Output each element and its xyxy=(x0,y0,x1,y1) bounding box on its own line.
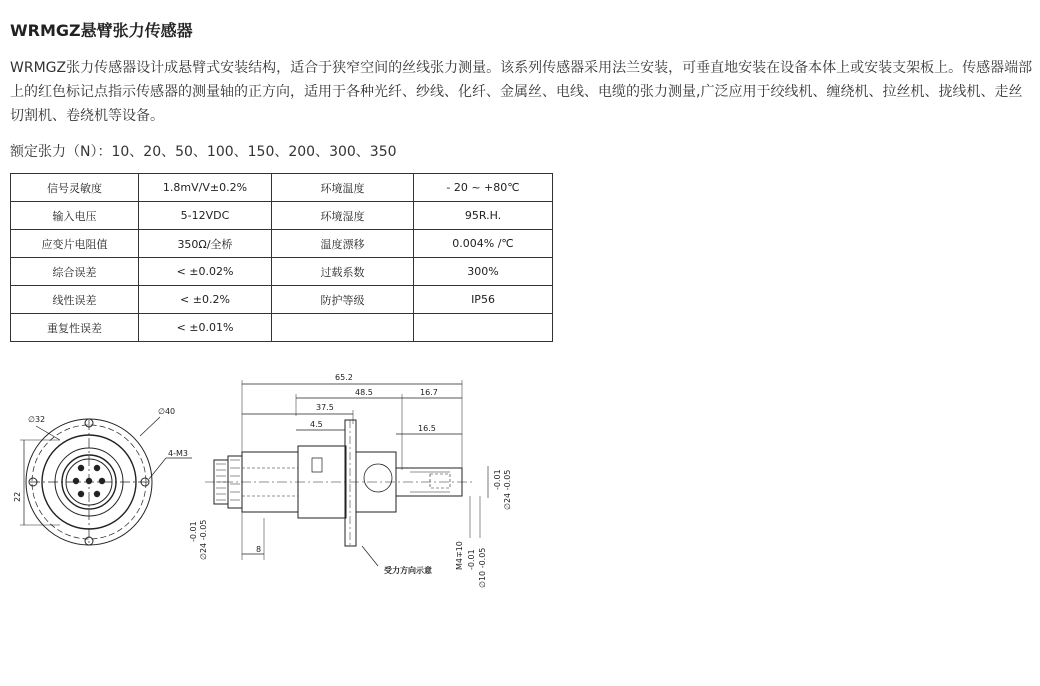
spec-table xyxy=(10,173,553,342)
spec-value: 1.8mV/V±0.2% xyxy=(139,174,272,202)
table-row xyxy=(11,174,553,202)
dim-8: 8 xyxy=(256,545,262,554)
product-description: WRMGZ张力传感器设计成悬臂式安装结构，适合于狭窄空间的丝线张力测量。该系列传感器采用法兰安装，可垂直地安装在设备本体上或安装支架板上。传感器端部上的红色标记点指示传感器的测量轴的正方向，适用于各种光纤、纱线、化纤、金属丝、电线、电缆的张力测量,广泛应用于绞线机、缠绕机、拉丝机、拢线机、走丝切割机、卷绕机等设备。 xyxy=(10,60,1033,124)
spec-label: 重复性误差 xyxy=(11,314,139,342)
dim-dia-40: ∅40 xyxy=(158,407,176,416)
dim-4-5: 4.5 xyxy=(310,420,323,429)
spec-label: 环境湿度 xyxy=(272,202,414,230)
table-row xyxy=(11,286,553,314)
dim-48-5: 48.5 xyxy=(355,388,373,397)
dim-pin-tol: -0.01 xyxy=(467,549,476,570)
spec-value: 300% xyxy=(414,258,553,286)
spec-value: < ±0.02% xyxy=(139,258,272,286)
spec-label: 应变片电阻值 xyxy=(11,230,139,258)
side-view xyxy=(205,380,488,566)
page-title: WRMGZ悬臂张力传感器 xyxy=(10,21,193,40)
dim-16-7: 16.7 xyxy=(420,388,438,397)
dim-22: 22 xyxy=(13,491,22,502)
spec-label: 环境温度 xyxy=(272,174,414,202)
dim-pin-dia: ∅10 -0.05 xyxy=(478,547,487,588)
spec-label: 过载系数 xyxy=(272,258,414,286)
spec-value: < ±0.01% xyxy=(139,314,272,342)
spec-label: 信号灵敏度 xyxy=(11,174,139,202)
front-view xyxy=(20,417,192,545)
dim-dia-24-tol: -0.01 xyxy=(189,521,198,542)
spec-label: 温度漂移 xyxy=(272,230,414,258)
dim-65-2: 65.2 xyxy=(335,373,353,382)
dim-shaft-dia: ∅24 -0.05 xyxy=(503,469,512,510)
flange-side xyxy=(345,420,356,546)
dim-37-5: 37.5 xyxy=(316,403,334,412)
table-row xyxy=(11,202,553,230)
spec-value: 5-12VDC xyxy=(139,202,272,230)
force-direction-label: 受力方向示意 xyxy=(384,566,432,575)
dim-16-5: 16.5 xyxy=(418,424,436,433)
spec-value: IP56 xyxy=(414,286,553,314)
technical-drawing xyxy=(0,360,620,600)
dim-shaft-tol: -0.01 xyxy=(493,469,502,490)
table-row xyxy=(11,314,553,342)
spec-value: - 20 ~ +80℃ xyxy=(414,174,553,202)
spec-value: 0.004% /℃ xyxy=(414,230,553,258)
spec-value: 350Ω/全桥 xyxy=(139,230,272,258)
spec-label xyxy=(272,314,414,342)
spec-value: 95R.H. xyxy=(414,202,553,230)
spec-label: 线性误差 xyxy=(11,286,139,314)
dim-thread: M4∓10 xyxy=(455,541,464,570)
dim-dia-32: ∅32 xyxy=(28,415,46,424)
spec-value: < ±0.2% xyxy=(139,286,272,314)
rated-tension: 额定张力（N）：10、20、50、100、150、200、300、350 xyxy=(10,144,397,160)
dim-holes: 4-M3 xyxy=(168,449,188,458)
table-row xyxy=(11,230,553,258)
dim-dia-24: ∅24 -0.05 xyxy=(199,519,208,560)
spec-label: 防护等级 xyxy=(272,286,414,314)
table-row xyxy=(11,258,553,286)
spec-value xyxy=(414,314,553,342)
spec-label: 综合误差 xyxy=(11,258,139,286)
spec-label: 输入电压 xyxy=(11,202,139,230)
